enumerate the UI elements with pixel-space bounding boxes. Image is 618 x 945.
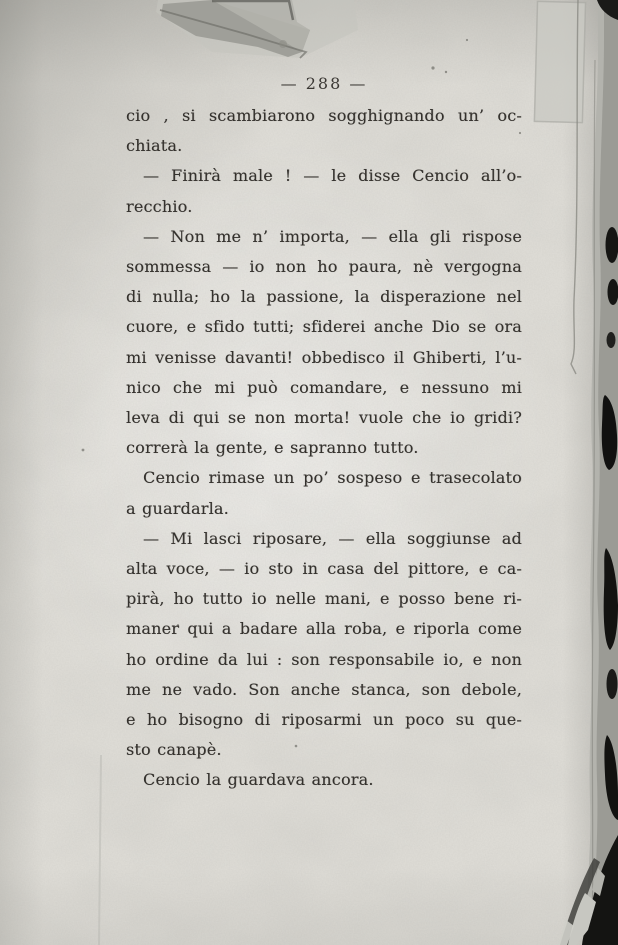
text-line: alta voce, — io sto in casa del pittore, e ca- [126,559,522,579]
tape-strip-top-right [534,0,585,374]
text-line: a guardarla. [126,498,229,518]
text-line: Cencio rimase un po’ sospeso e trasecolato [143,468,522,488]
paragraph [126,161,522,221]
page-text [126,101,522,796]
text-line: me ne vado. Son anche stanca, son debole, [126,679,522,699]
text-line: — Finirà male ! — le disse Cencio all’o- [143,166,522,186]
text-line: ho ordine da lui : son responsabile io, e non [126,649,522,669]
paragraph [126,463,522,523]
text-line: correrà la gente, e sapranno tutto. [126,438,419,458]
text-line: sto canapè. [126,740,222,760]
text-line: e ho bisogno di riposarmi un poco su que- [126,710,522,730]
paragraph [126,765,522,795]
text-line: — Non me n’ importa, — ella gli rispose [143,226,522,246]
fold-line-left [99,755,101,945]
text-line: cio , si scambiarono sogghignando un’ oc- [126,106,522,125]
paragraph [126,524,522,766]
text-line: — Mi lasci riposare, — ella soggiunse ad [143,528,522,548]
page-number: — 288 — [280,74,368,93]
text-line: leva di qui se non morta! vuole che io gridi? [126,408,522,428]
tape-fragment-top-left [156,0,358,58]
text-line: chiata. [126,136,183,156]
text-line: mi venisse davanti! obbedisco il Ghiberti, l’u- [126,347,522,367]
text-line: pirà, ho tutto io nelle mani, e posso bene ri- [126,589,522,609]
paragraph [126,101,522,161]
text-line: nico che mi può comandare, e nessuno mi [126,377,522,397]
text-line: cuore, e sfido tutti; sfiderei anche Dio se ora [126,317,522,337]
text-line: maner qui a badare alla roba, e riporla come [126,619,522,639]
torn-page-edge-right [587,0,618,945]
paragraph [126,222,522,464]
text-line: Cencio la guardava ancora. [143,770,374,790]
text-line: recchio. [126,196,193,216]
text-line: sommessa — io non ho paura, nè vergogna [126,257,522,277]
text-line: di nulla; ho la passione, la disperazione nel [126,287,522,307]
